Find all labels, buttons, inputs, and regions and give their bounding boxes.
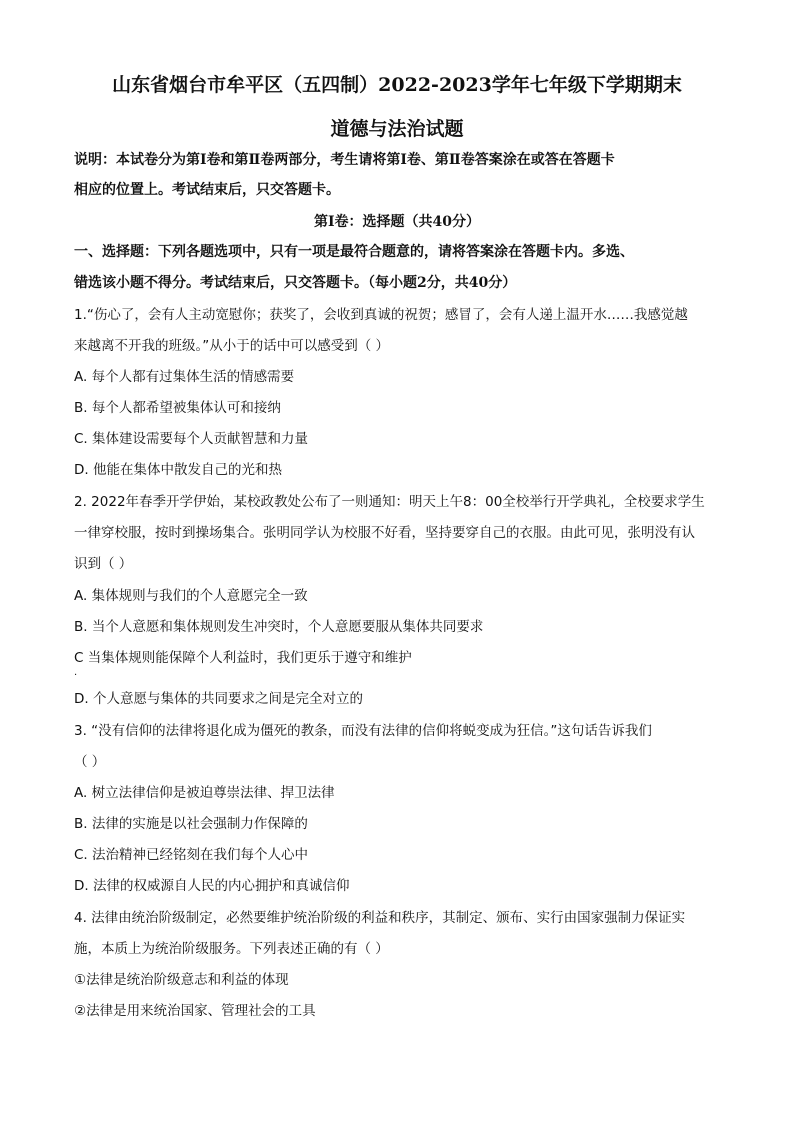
instructions-line-2: 相应的位置上。考试结束后，只交答题卡。 [74,182,340,198]
question-option: C 当集体规则能保障个人利益时，我们更乐于遵守和维护 [74,650,412,666]
section-heading: 第Ⅰ卷：选择题（共40分） [313,214,481,230]
section-intro-line-1: 一、选择题：下列各题选项中，只有一项是最符合题意的，请将答案涂在答题卡内。多选、 [74,244,634,260]
page-title: 山东省烟台市牟平区（五四制）2022-2023学年七年级下学期期末 [112,74,682,96]
question-stem-line: 一律穿校服，按时到操场集合。张明同学认为校服不好看，坚持要穿自己的衣服。由此可见，张明没有认 [74,525,695,541]
instructions-line-1: 说明：本试卷分为第Ⅰ卷和第Ⅱ卷两部分，考生请将第Ⅰ卷、第Ⅱ卷答案涂在或答在答题卡 [74,152,615,168]
question-stem-line: 4. 法律由统治阶级制定，必然要维护统治阶级的利益和秩序，其制定、颁布、实行由国家强制力保证实 [74,910,686,926]
question-stem-line: 1.“伤心了，会有人主动宽慰你；获奖了，会收到真诚的祝贺；感冒了，会有人递上温开水……我感觉越 [74,307,688,323]
question-option: C. 法治精神已经铭刻在我们每个人心中 [74,847,309,863]
question-option: B. 当个人意愿和集体规则发生冲突时，个人意愿要服从集体共同要求 [74,619,484,635]
question-option: B. 每个人都希望被集体认可和接纳 [74,400,281,416]
question-option: D. 他能在集体中散发自己的光和热 [74,462,282,478]
question-stem-line: 2. 2022年春季开学伊始，某校政教处公布了一则通知：明天上午8：00全校举行开学典礼，全校要求学生 [74,494,705,510]
question-option: A. 集体规则与我们的个人意愿完全一致 [74,588,308,604]
question-stem-line: （ ） [74,754,106,770]
stray-mark: . [74,667,78,678]
question-stem-line: 来越离不开我的班级。”从小于的话中可以感受到（ ） [74,338,390,354]
question-option: D. 法律的权威源自人民的内心拥护和真诚信仰 [74,878,350,894]
question-stem-line: 识到（ ） [74,556,133,572]
question-option: A. 每个人都有过集体生活的情感需要 [74,369,295,385]
question-stem-line: 3. “没有信仰的法律将退化成为僵死的教条，而没有法律的信仰将蜕变成为狂信。”这句话告诉我们 [74,723,652,739]
question-option: B. 法律的实施是以社会强制力作保障的 [74,816,308,832]
question-stem-line: 施，本质上为统治阶级服务。下列表述正确的有（ ） [74,941,389,957]
question-option: ①法律是统治阶级意志和利益的体现 [74,972,289,988]
question-option: ②法律是用来统治国家、管理社会的工具 [74,1003,316,1019]
question-option: D. 个人意愿与集体的共同要求之间是完全对立的 [74,691,363,707]
question-option: A. 树立法律信仰是被迫尊崇法律、捍卫法律 [74,785,335,801]
section-intro-line-2: 错选该小题不得分。考试结束后，只交答题卡。（每小题2分，共40分） [74,275,517,291]
page-subtitle: 道德与法治试题 [330,118,464,140]
question-option: C. 集体建设需要每个人贡献智慧和力量 [74,431,309,447]
